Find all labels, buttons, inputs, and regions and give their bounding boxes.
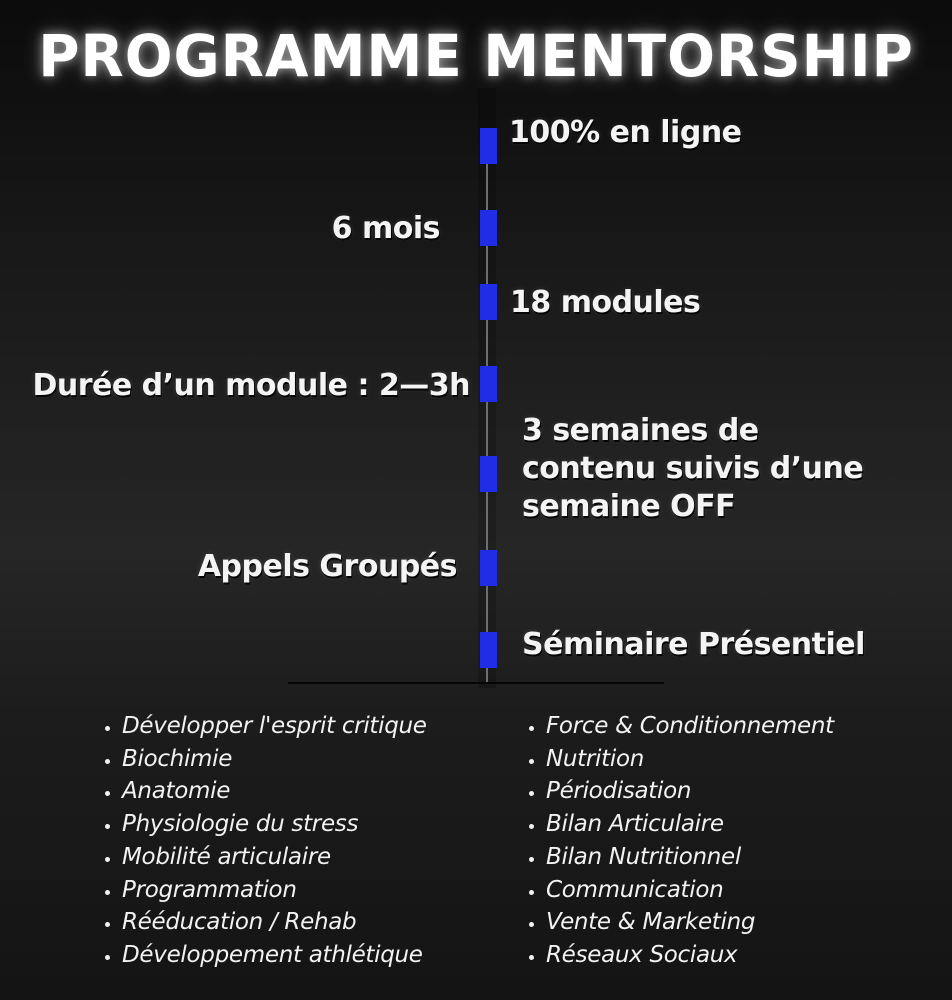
topics-list-right [520, 710, 834, 972]
timeline-marker-4 [480, 366, 497, 402]
list-item: • Force & Conditionnement [546, 710, 834, 743]
list-item: • Anatomie [122, 775, 427, 808]
timeline-marker-6 [480, 550, 497, 586]
list-item: • Développement athlétique [122, 939, 427, 972]
milestone-seminar: Séminaire Présentiel [522, 627, 865, 662]
list-item: • Communication [546, 874, 834, 907]
milestone-group-calls: Appels Groupés [197, 549, 457, 584]
list-item: • Physiologie du stress [122, 808, 427, 841]
list-item: • Nutrition [546, 743, 834, 776]
list-item: • Bilan Articulaire [546, 808, 834, 841]
list-item: • Rééducation / Rehab [122, 906, 427, 939]
list-item: • Bilan Nutritionnel [546, 841, 834, 874]
list-item: • Réseaux Sociaux [546, 939, 834, 972]
list-item: • Biochimie [122, 743, 427, 776]
list-item: • Programmation [122, 874, 427, 907]
timeline-marker-5 [480, 456, 497, 492]
list-item: • Périodisation [546, 775, 834, 808]
milestone-duration-months: 6 mois [331, 211, 440, 246]
list-item: • Vente & Marketing [546, 906, 834, 939]
milestone-modules: 18 modules [510, 285, 701, 320]
timeline-marker-3 [480, 284, 497, 320]
timeline-marker-1 [480, 128, 497, 164]
milestone-module-duration: Durée d’un module : 2—3h [32, 368, 470, 403]
timeline-marker-2 [480, 210, 497, 246]
section-divider [288, 682, 664, 684]
list-item: • Mobilité articulaire [122, 841, 427, 874]
timeline-marker-7 [480, 632, 497, 668]
list-item: • Développer l'esprit critique [122, 710, 427, 743]
milestone-online: 100% en ligne [509, 115, 742, 150]
milestone-schedule: 3 semaines de contenu suivis d’une semaine OFF [522, 413, 864, 524]
topics-list-left [96, 710, 427, 972]
page-title: PROGRAMME MENTORSHIP [38, 22, 914, 90]
